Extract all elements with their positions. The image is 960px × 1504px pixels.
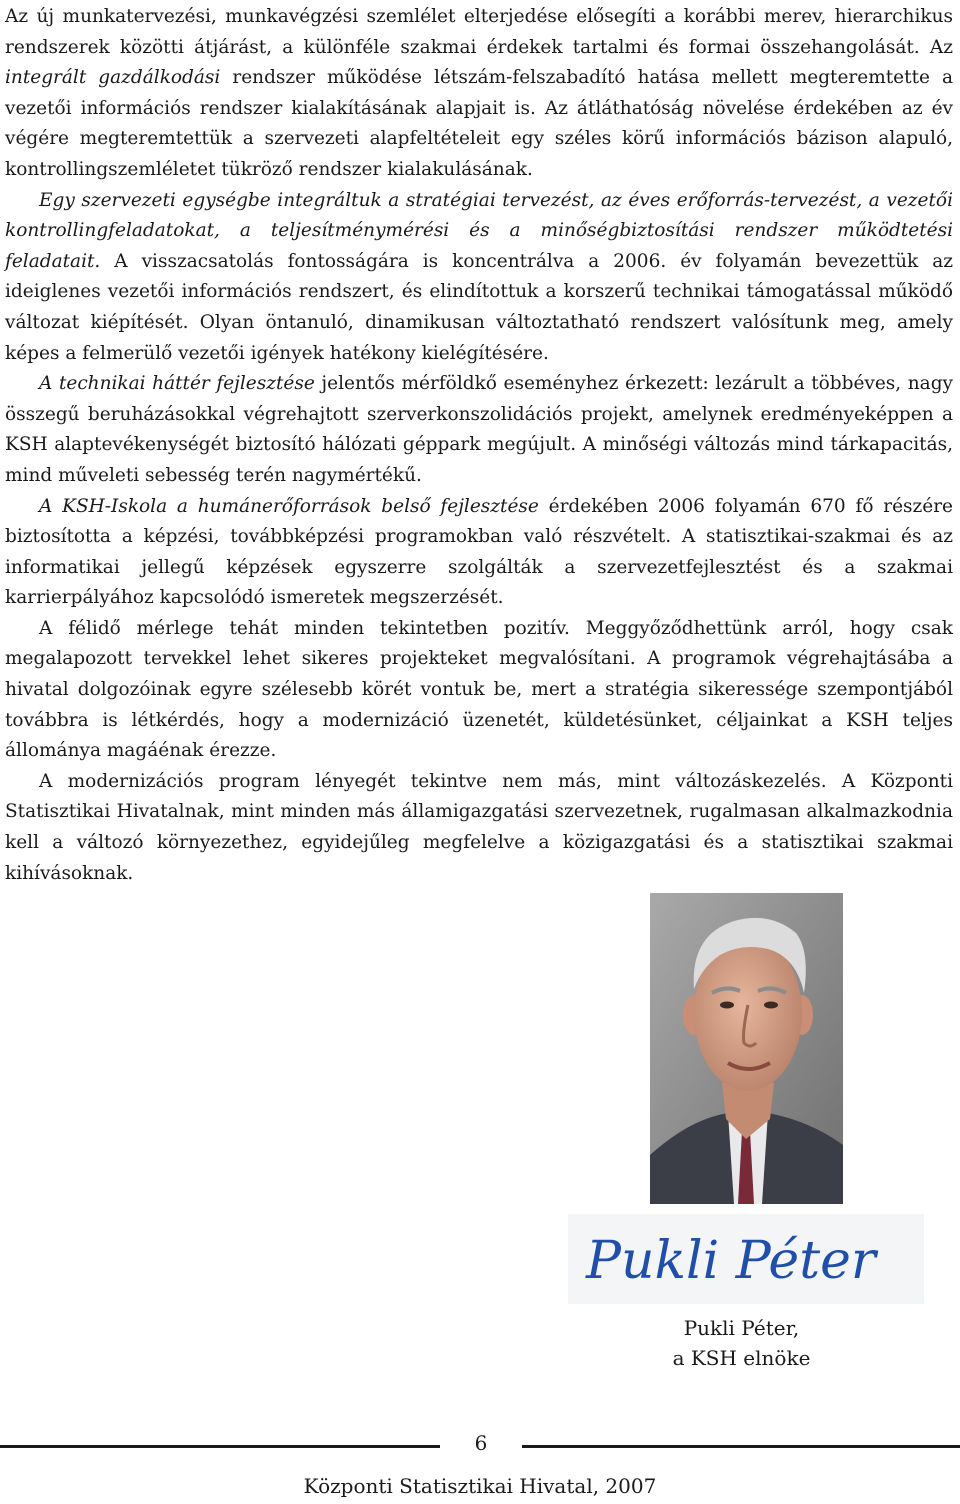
signature-handwriting: Pukli Péter: [586, 1231, 876, 1291]
footer-rule-right: [522, 1445, 960, 1448]
text-run: A félidő mérlege tehát minden tekintetben pozitív. Meggyőződhettünk arról, hogy csak megalapozott tervekkel lehet sikeres projekteket megvalósítani. A programok végrehajtásába a hivatal dolgozóinak egyre szélesebb körét vontuk be, mert a stratégia sikeressége szempontjából továbbra is létkérdés, hogy a modernizáció üzenetét, küldetésünket, céljainkat a KSH teljes állománya magáénak érezze.: [5, 617, 953, 762]
text-run: jelentős mérföldkő eseményhez érkezett: lezárult a többéves, nagy összegű beruházásokkal végrehajtott szerverkonszolidációs projekt, amelynek eredményeképpen a KSH alaptevékenységét biztosító hálózati géppark megújult. A minőségi változás mind tárkapacitás, mind műveleti sebesség terén nagymértékű.: [5, 373, 953, 486]
portrait-photo: [650, 893, 843, 1204]
text-run: rendszer működése létszám-felszabadító hatása mellett megteremtette a vezetői információs rendszer kialakításának alapjait is. Az átláthatóság növelése érdekében az év végére megteremtettük a szervezeti alapfeltételeit egy széles körű információs bázison alapuló, kontrollingszemléletet tükröző rendszer kialakulásának.: [5, 67, 953, 180]
signature-caption: [600, 1313, 883, 1373]
body-text: [5, 2, 953, 889]
text-run: érdekében 2006 folyamán 670 fő részére biztosította a képzési, továbbképzési programokban való részvételt. A statisztikai-szakmai és az informatikai jellegű képzések egyszerre szolgálták a szervezetfejlesztést és a szakmai karrierpályához kapcsolódó ismeretek megszerzését.: [5, 495, 954, 609]
footer-publisher: Központi Statisztikai Hivatal, 2007: [303, 1474, 657, 1498]
page-number: 6: [474, 1431, 488, 1455]
paragraph-2: [5, 186, 953, 370]
signatory-name: Pukli Péter,: [683, 1316, 800, 1340]
footer-rule-left: [0, 1445, 440, 1448]
text-run-italic: Egy szervezeti egységbe integráltuk a stratégiai tervezést, az éves erőforrás-tervezést, a vezetői kontrollingfeladatokat, a teljesítménymérési és a minőségbiztosítási rendszer működtetési feladatait.: [5, 189, 953, 272]
paragraph-1: [5, 2, 953, 186]
paragraph-6: [5, 767, 953, 889]
text-run: A visszacsatolás fontosságára is koncentrálva a 2006. év folyamán bevezettük az ideiglenes vezetői információs rendszert, és elindítottuk a korszerű technikai támogatással működő változat kiépítését. Olyan öntanuló, dinamikusan változtatható rendszert valósítunk meg, amely képes a felmerülő vezetői igények hatékony kielégítésére.: [5, 250, 953, 364]
paragraph-4: [5, 492, 953, 614]
text-run-italic: A KSH-Iskola a humánerőforrások belső fejlesztése: [39, 495, 539, 517]
text-run-italic: integrált gazdálkodási: [5, 67, 221, 89]
signature-scribble: [568, 1214, 924, 1304]
portrait-illustration: [650, 893, 843, 1204]
paragraph-3: [5, 369, 953, 491]
signatory-role: a KSH elnöke: [672, 1346, 811, 1370]
text-run: A modernizációs program lényegét tekintve nem más, mint változáskezelés. A Központi Statisztikai Hivatalnak, mint minden más államigazgatási szervezetnek, rugalmasan alkalmazkodnia kell a változó környezethez, egyidejűleg megfelelve a közigazgatási és a statisztikai szakmai kihívásoknak.: [5, 770, 953, 884]
paragraph-5: [5, 614, 953, 767]
text-run-italic: A technikai háttér fejlesztése: [39, 373, 315, 395]
text-run: Az új munkatervezési, munkavégzési szemlélet elterjedése elősegíti a korábbi merev, hierarchikus rendszerek közötti átjárást, a különféle szakmai érdekek tartalmi és formai összehangolását. Az: [5, 6, 953, 58]
signature-image: [568, 1214, 924, 1304]
